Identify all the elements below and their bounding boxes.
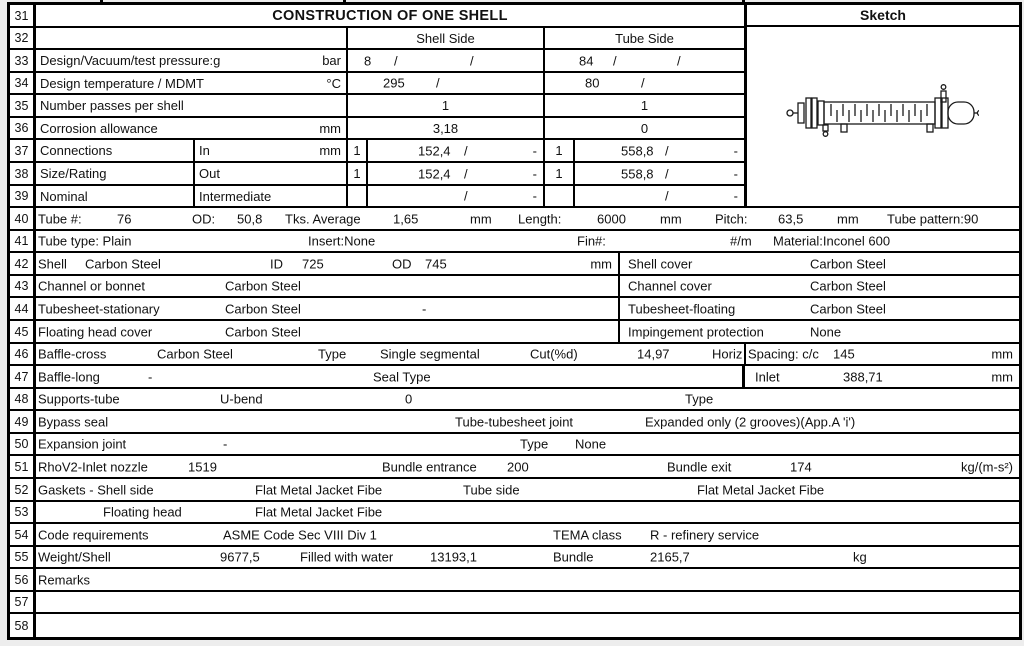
baffle-cut-label: Cut(%d) — [530, 346, 578, 362]
size-rating-label: Size/Rating — [40, 166, 107, 181]
row-50 — [10, 434, 1019, 456]
mm-unit: mm — [470, 211, 492, 226]
impingement-cell — [620, 321, 1019, 342]
shell-label: Shell — [38, 256, 67, 271]
seal-type-label: Seal Type — [373, 369, 431, 384]
tube-temperature-cell — [545, 73, 744, 93]
tubesheet-stationary-material: Carbon Steel — [225, 301, 301, 316]
filled-with-water-label: Filled with water — [300, 549, 394, 565]
channel-cover-material: Carbon Steel — [810, 278, 886, 294]
row-number: 43 — [10, 276, 36, 296]
tubesheet-floating-cell — [620, 298, 1019, 319]
supports-tube-label: Supports-tube — [38, 391, 120, 407]
bundle-entrance: 200 — [507, 459, 529, 474]
shell-id-label: ID — [270, 256, 283, 271]
expansion-type: None — [575, 436, 607, 452]
gasket-tube-label: Tube side — [463, 482, 520, 497]
slash: / — [464, 166, 468, 181]
mm-unit: mm — [590, 256, 612, 271]
shell-inlet-rating: - — [532, 143, 537, 158]
empty-remarks-row — [36, 592, 1019, 612]
row-33 — [10, 50, 744, 73]
tube-intermediate-size-cell — [575, 186, 744, 206]
shell-outlet-rating: - — [532, 166, 537, 181]
slash: / — [436, 75, 440, 91]
row-number: 41 — [10, 231, 36, 251]
row-39 — [10, 186, 744, 208]
mm-unit: mm — [837, 211, 859, 226]
row-42 — [10, 253, 1019, 276]
row-number: 47 — [10, 366, 36, 387]
blank-cell — [36, 28, 348, 48]
ubend-label: U-bend — [220, 391, 263, 407]
slash: / — [665, 143, 669, 158]
floating-head-cover-cell — [36, 321, 620, 342]
row-number: 32 — [10, 28, 36, 48]
shell-corrosion-allowance: 3,18 — [348, 118, 545, 138]
tube-tubesheet-joint: Expanded only (2 grooves)(App.A 'i') — [645, 414, 856, 429]
row-51 — [10, 456, 1019, 479]
baffle-cross-material: Carbon Steel — [157, 346, 233, 362]
tube-intermediate-rating: - — [733, 188, 738, 204]
row-57 — [10, 592, 1019, 614]
tubesheet-stationary-cell — [36, 298, 620, 319]
baffle-cross-label: Baffle-cross — [38, 346, 107, 362]
tube-count: 76 — [117, 211, 132, 226]
bundle-exit-label: Bundle exit — [667, 459, 732, 474]
row-41 — [10, 231, 1019, 253]
heat-exchanger-sketch — [769, 77, 979, 139]
row-37 — [10, 140, 744, 163]
row-54 — [10, 524, 1019, 547]
shell-cover-material: Carbon Steel — [810, 256, 886, 271]
tube-inlet-rating: - — [733, 143, 738, 158]
row-number: 51 — [10, 456, 36, 477]
expansion-joint-label: Expansion joint — [38, 436, 127, 452]
remarks-label: Remarks — [38, 572, 91, 587]
slash: / — [677, 53, 681, 68]
row-34 — [10, 73, 744, 95]
row-number: 46 — [10, 344, 36, 364]
tube-intermediate-count — [545, 186, 575, 206]
tube-passes: 1 — [640, 98, 649, 113]
design-temperature-label: Design temperature / MDMT — [40, 75, 204, 91]
supports-type-label: Type — [685, 391, 714, 407]
row-number: 55 — [10, 547, 36, 567]
shell-material: Carbon Steel — [85, 256, 161, 271]
baffle-spacing-label: Spacing: c/c — [748, 346, 819, 362]
row-number: 31 — [10, 5, 36, 26]
channel-cover-label: Channel cover — [628, 278, 712, 294]
corrosion-unit: mm — [319, 120, 341, 136]
connections-unit: mm — [319, 143, 341, 158]
inlet-spacing-cell — [742, 366, 1019, 387]
empty-remarks-row — [36, 614, 1019, 637]
shell-side-header: Shell Side — [348, 28, 545, 48]
row-35 — [10, 95, 744, 118]
shell-cell — [36, 253, 620, 274]
tubesheet-floating-material: Carbon Steel — [810, 301, 886, 316]
tube-inlet-size: 558,8 — [621, 143, 654, 158]
sketch-body — [747, 27, 1019, 204]
construction-of-one-shell-sheet — [7, 2, 1022, 640]
tube-design-temperature: 80 — [585, 75, 600, 91]
dash: - — [422, 301, 427, 316]
shell-inlet-size: 152,4 — [418, 143, 451, 158]
row-number: 53 — [10, 502, 36, 522]
rhov2-inlet-nozzle: 1519 — [188, 459, 217, 474]
shell-outlet-size: 152,4 — [418, 166, 451, 181]
expansion-type-label: Type — [520, 436, 549, 452]
shell-inlet-count: 1 — [348, 140, 368, 161]
tube-inlet-count: 1 — [545, 140, 575, 161]
inlet-label: Inlet — [755, 369, 780, 384]
row-number: 42 — [10, 253, 36, 274]
tube-tubesheet-joint-label: Tube-tubesheet joint — [455, 414, 574, 429]
baffle-type: Single segmental — [380, 346, 480, 362]
gasket-shell-value: Flat Metal Jacket Fibe — [255, 482, 383, 497]
out-label: Out — [199, 166, 220, 181]
tube-outlet-size-cell — [575, 163, 744, 184]
row-number: 44 — [10, 298, 36, 319]
slash: / — [613, 53, 617, 68]
slash: / — [665, 166, 669, 181]
tube-outlet-count: 1 — [545, 163, 575, 184]
fin-unit: #/m — [730, 233, 752, 249]
row-number: 49 — [10, 411, 36, 432]
rhov2-unit: kg/(m-s²) — [961, 459, 1013, 474]
weight-filled: 13193,1 — [430, 549, 477, 565]
row-number: 50 — [10, 434, 36, 454]
shell-outlet-count: 1 — [348, 163, 368, 184]
shell-id: 725 — [302, 256, 324, 271]
row-number: 48 — [10, 389, 36, 409]
channel-material: Carbon Steel — [225, 278, 301, 294]
passes-label: Number passes per shell — [40, 98, 184, 113]
gasket-floating-head-value: Flat Metal Jacket Fibe — [255, 504, 383, 520]
bundle-exit: 174 — [790, 459, 812, 474]
shell-cover-cell — [620, 253, 1019, 274]
tema-class: R - refinery service — [650, 527, 760, 542]
baffle-type-label: Type — [318, 346, 347, 362]
sketch-title: Sketch — [747, 5, 1019, 27]
row-number: 39 — [10, 186, 36, 206]
row-31 — [10, 5, 744, 28]
gasket-floating-head-label: Floating head — [103, 504, 182, 520]
shell-pressure-cell — [348, 50, 545, 71]
code-requirements-label: Code requirements — [38, 527, 149, 542]
gaskets-shell-label: Gaskets - Shell side — [38, 482, 154, 497]
inlet-spacing: 388,71 — [843, 369, 883, 384]
row-55 — [10, 547, 1019, 569]
gasket-tube-value: Flat Metal Jacket Fibe — [697, 482, 825, 497]
row-40 — [10, 208, 1019, 231]
mm-unit: mm — [660, 211, 682, 226]
kg-unit: kg — [853, 549, 867, 565]
row-number: 45 — [10, 321, 36, 342]
floating-head-cover-label: Floating head cover — [38, 324, 153, 339]
corrosion-allowance-label: Corrosion allowance — [40, 120, 158, 136]
nominal-label: Nominal — [40, 188, 88, 204]
shell-cover-label: Shell cover — [628, 256, 693, 271]
rhov2-label: RhoV2-Inlet nozzle — [38, 459, 148, 474]
section-title: CONSTRUCTION OF ONE SHELL — [272, 7, 508, 24]
tema-class-label: TEMA class — [553, 527, 622, 542]
tubesheet-stationary-label: Tubesheet-stationary — [38, 301, 160, 316]
baffle-cross-cell — [36, 344, 1019, 364]
dash: - — [148, 369, 153, 384]
slash: / — [665, 188, 669, 204]
tube-od-label: OD: — [192, 211, 216, 226]
row-45 — [10, 321, 1019, 344]
bundle-weight: 2165,7 — [650, 549, 690, 565]
shell-inlet-size-cell — [368, 140, 545, 161]
channel-cell — [36, 276, 620, 296]
design-pressure-label: Design/Vacuum/test pressure:g — [40, 53, 221, 68]
row-number: 57 — [10, 592, 36, 612]
impingement-value: None — [810, 324, 842, 339]
row-number: 58 — [10, 614, 36, 637]
code-requirements: ASME Code Sec VIII Div 1 — [223, 527, 377, 542]
ubend-value: 0 — [405, 391, 413, 407]
tube-outlet-size: 558,8 — [621, 166, 654, 181]
row-number: 36 — [10, 118, 36, 138]
in-label: In — [199, 143, 210, 158]
intermediate-label: Intermediate — [199, 188, 272, 204]
tube-od: 50,8 — [237, 211, 263, 226]
row-58 — [10, 614, 1019, 637]
weight-shell-label: Weight/Shell — [38, 549, 111, 565]
tube-length: 6000 — [597, 211, 626, 226]
floating-head-cover-material: Carbon Steel — [225, 324, 301, 339]
sketch-box — [744, 5, 1019, 208]
row-48 — [10, 389, 1019, 411]
row-46 — [10, 344, 1019, 366]
tube-corrosion-allowance: 0 — [640, 120, 649, 136]
row-32 — [10, 28, 744, 50]
shell-outlet-size-cell — [368, 163, 545, 184]
shell-od-label: OD — [392, 256, 412, 271]
row-number: 34 — [10, 73, 36, 93]
slash: / — [394, 53, 398, 68]
tube-inlet-size-cell — [575, 140, 744, 161]
shell-intermediate-size-cell — [368, 186, 545, 206]
slash: / — [464, 188, 468, 204]
row-43 — [10, 276, 1019, 298]
tube-outlet-rating: - — [733, 166, 738, 181]
tube-design-pressure: 84 — [579, 53, 594, 68]
bypass-seal-label: Bypass seal — [38, 414, 109, 429]
shell-intermediate-rating: - — [532, 188, 537, 204]
impingement-label: Impingement protection — [628, 324, 764, 339]
tube-type: Tube type: Plain — [38, 233, 132, 249]
slash: / — [641, 75, 645, 91]
tube-side-header: Tube Side — [615, 30, 674, 46]
pressure-unit: bar — [322, 53, 341, 68]
thickness-label: Tks. Average — [285, 211, 361, 226]
divider-line — [744, 344, 746, 364]
tubesheet-floating-label: Tubesheet-floating — [628, 301, 736, 316]
shell-design-pressure: 8 — [364, 53, 372, 68]
row-number: 33 — [10, 50, 36, 71]
baffle-long-cell — [36, 366, 742, 387]
bundle-weight-label: Bundle — [553, 549, 594, 565]
row-number: 35 — [10, 95, 36, 116]
row-number: 56 — [10, 569, 36, 590]
baffle-orientation: Horiz — [712, 346, 743, 362]
baffle-spacing: 145 — [833, 346, 855, 362]
row-number: 52 — [10, 479, 36, 500]
temperature-unit: °C — [326, 75, 341, 91]
baffle-long-label: Baffle-long — [38, 369, 100, 384]
tube-insert: Insert:None — [308, 233, 376, 249]
length-label: Length: — [518, 211, 562, 226]
thickness: 1,65 — [393, 211, 419, 226]
mm-unit: mm — [991, 369, 1013, 384]
row-52 — [10, 479, 1019, 502]
row-44 — [10, 298, 1019, 321]
connections-label: Connections — [40, 143, 113, 158]
tube-pressure-cell — [545, 50, 744, 71]
slash: / — [470, 53, 474, 68]
baffle-cut: 14,97 — [637, 346, 670, 362]
row-36 — [10, 118, 744, 140]
row-56 — [10, 569, 1019, 592]
pitch-label: Pitch: — [715, 211, 748, 226]
mm-unit: mm — [991, 346, 1013, 362]
shell-od: 745 — [425, 256, 447, 271]
dash: - — [223, 436, 228, 452]
shell-design-temperature: 295 — [383, 75, 405, 91]
row-number: 38 — [10, 163, 36, 184]
channel-label: Channel or bonnet — [38, 278, 145, 294]
tube-material: Material:Inconel 600 — [773, 233, 891, 249]
row-number: 37 — [10, 140, 36, 161]
row-47 — [10, 366, 1019, 389]
tube-pattern: Tube pattern:90 — [887, 211, 979, 226]
tube-pitch: 63,5 — [778, 211, 804, 226]
bundle-entrance-label: Bundle entrance — [382, 459, 477, 474]
row-53 — [10, 502, 1019, 524]
slash: / — [464, 143, 468, 158]
row-49 — [10, 411, 1019, 434]
row-number: 54 — [10, 524, 36, 545]
row-38 — [10, 163, 744, 186]
channel-cover-cell — [620, 276, 1019, 296]
weight-shell: 9677,5 — [220, 549, 260, 565]
tube-count-label: Tube #: — [38, 211, 82, 226]
shell-temperature-cell — [348, 73, 545, 93]
row-number: 40 — [10, 208, 36, 229]
shell-intermediate-count — [348, 186, 368, 206]
fin-label: Fin#: — [577, 233, 606, 249]
shell-passes: 1 — [348, 95, 545, 116]
